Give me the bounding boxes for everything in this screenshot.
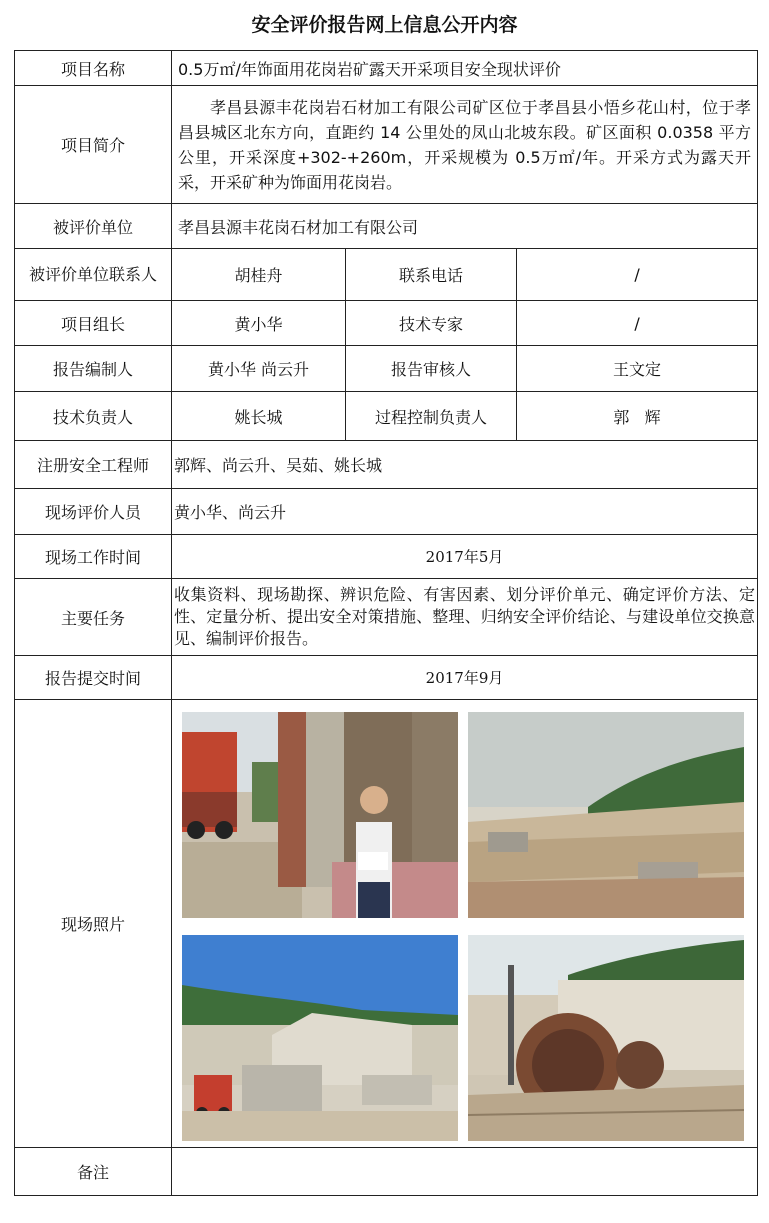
row-tech-lead [15, 392, 758, 441]
page-title: 安全评价报告网上信息公开内容 [251, 14, 518, 36]
row-field-time [15, 535, 758, 579]
field-time-label: 现场工作时间 [15, 535, 172, 579]
remarks-value [172, 1148, 758, 1196]
row-evaluated-unit [15, 204, 758, 249]
main-tasks-label: 主要任务 [15, 579, 172, 656]
tech-lead-label: 技术负责人 [15, 392, 172, 441]
process-control-label: 过程控制负责人 [346, 392, 517, 441]
reviewer-label: 报告审核人 [346, 346, 517, 392]
row-project-name [15, 51, 758, 86]
submit-time-value: 2017年9月 [172, 656, 758, 700]
row-project-intro [15, 86, 758, 204]
evaluated-unit-value: 孝昌县源丰花岗石材加工有限公司 [172, 204, 758, 249]
row-report-author [15, 346, 758, 392]
remarks-label: 备注 [15, 1148, 172, 1196]
main-tasks-value: 收集资料、现场勘探、辨识危险、有害因素、划分评价单元、确定评价方法、定性、定量分析、提出安全对策措施、整理、归纳安全评价结论、与建设单位交换意见、编制评价报告。 [172, 579, 758, 656]
field-staff-value: 黄小华、尚云升 [172, 489, 758, 535]
report-author-label: 报告编制人 [15, 346, 172, 392]
unit-contact-value: 胡桂舟 [172, 249, 346, 301]
safety-engineers-label: 注册安全工程师 [15, 441, 172, 489]
expert-label: 技术专家 [346, 301, 517, 346]
project-name-label: 项目名称 [15, 51, 172, 86]
report-author-value: 黄小华 尚云升 [172, 346, 346, 392]
field-time-value: 2017年5月 [172, 535, 758, 579]
site-photos-label: 现场照片 [15, 700, 172, 1148]
team-leader-value: 黄小华 [172, 301, 346, 346]
project-intro-value: 孝昌县源丰花岗岩石材加工有限公司矿区位于孝昌县小悟乡花山村，位于孝昌县城区北东方向，直距约 14 公里处的凤山北坡东段。矿区面积 0.0358 平方公里，开采深度+302-+260m，开采规模为 0.5万㎡/年。开采方式为露天开采，开采矿种为饰面用花岗岩。 [172, 86, 758, 204]
expert-value: / [517, 301, 758, 346]
row-site-photos [15, 700, 758, 1148]
reviewer-value: 王文定 [517, 346, 758, 392]
phone-label: 联系电话 [346, 249, 517, 301]
row-remarks [15, 1148, 758, 1196]
team-leader-label: 项目组长 [15, 301, 172, 346]
project-intro-label: 项目简介 [15, 86, 172, 204]
photo-grid [172, 704, 757, 1144]
photos-cell [172, 700, 758, 1148]
evaluated-unit-label: 被评价单位 [15, 204, 172, 249]
process-control-value: 郭 辉 [517, 392, 758, 441]
project-name-value: 0.5万㎡/年饰面用花岗岩矿露天开采项目安全现状评价 [172, 51, 758, 86]
row-submit-time [15, 656, 758, 700]
row-main-tasks [15, 579, 758, 656]
field-staff-label: 现场评价人员 [15, 489, 172, 535]
site-photo-gate [182, 712, 458, 918]
row-safety-engineers [15, 441, 758, 489]
row-unit-contact [15, 249, 758, 301]
site-photo-quarry-panorama [468, 712, 744, 918]
submit-time-label: 报告提交时间 [15, 656, 172, 700]
safety-engineers-value: 郭辉、尚云升、吴茹、姚长城 [172, 441, 758, 489]
site-photo-stone-blocks [182, 935, 458, 1141]
row-team-leader [15, 301, 758, 346]
site-photo-saw-machine [468, 935, 744, 1141]
row-field-staff [15, 489, 758, 535]
tech-lead-value: 姚长城 [172, 392, 346, 441]
unit-contact-label: 被评价单位联系人 [15, 249, 172, 301]
phone-value: / [517, 249, 758, 301]
info-table [14, 50, 758, 1196]
